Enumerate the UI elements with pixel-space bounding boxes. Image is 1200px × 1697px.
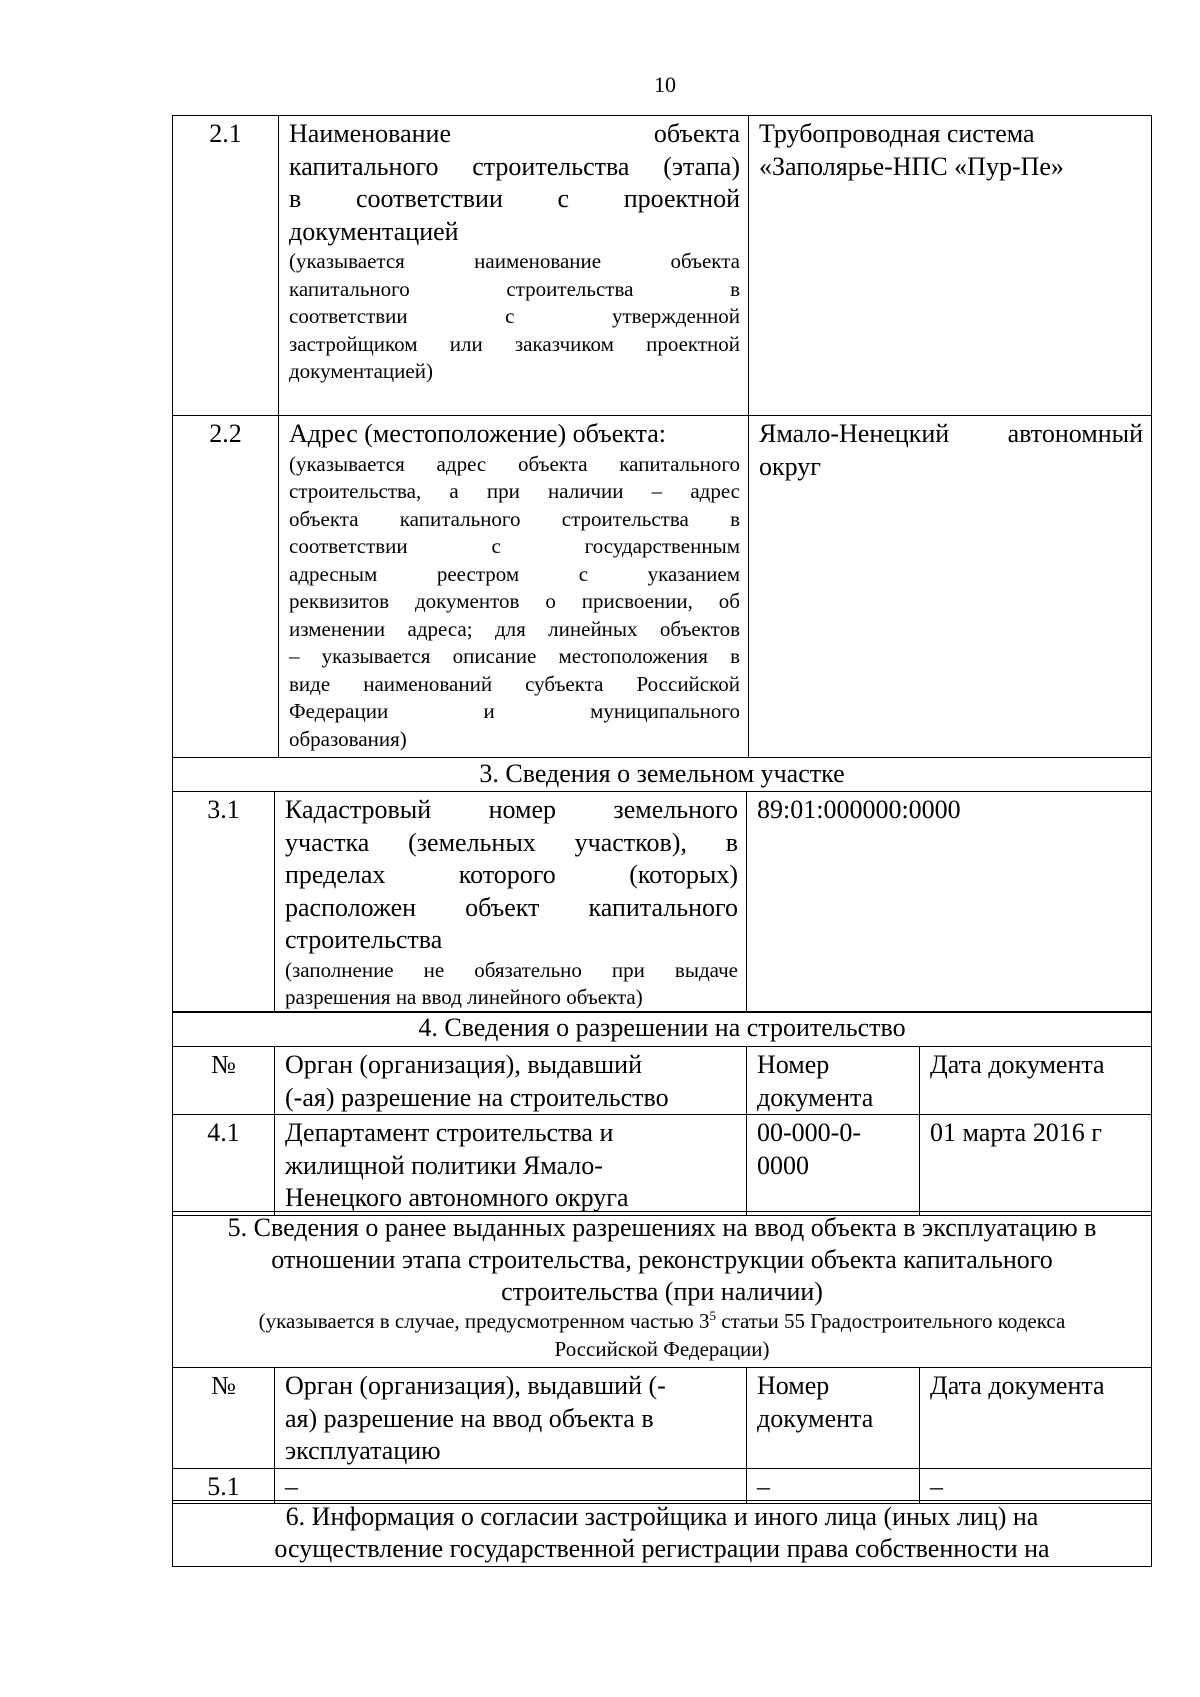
- cadastral-label: Кадастровый номер земельного участка (земельных участков), в пределах которого (которых) расположен объект капитального строительства: [285, 795, 738, 954]
- col-header-organization: Орган (организация), выдавший (- ая) разрешение на ввод объекта в эксплуатацию: [275, 1368, 747, 1469]
- section-5-note: (указывается в случае, предусмотренном частью $3^5$ статьи 55 Градостроительного кодекса: [258, 1308, 1066, 1333]
- cadastral-note: (заполнение не обязательно при выдаче разрешения на ввод линейного объекта): [285, 957, 738, 1009]
- table-row: [173, 416, 1152, 758]
- cadastral-label-cell: [275, 792, 747, 1013]
- cadastral-value: 89:01:000000:0000: [747, 792, 1152, 1013]
- page-number: 10: [654, 72, 676, 97]
- object-name-value: Трубопроводная система «Заполярье-НПС «Пур-Пе»: [749, 116, 1152, 416]
- table-row: [173, 1115, 1152, 1216]
- section-header-row: [173, 1212, 1152, 1368]
- section-3-title: 3. Сведения о земельном участке: [173, 758, 1152, 792]
- previous-permit-organization: –: [275, 1468, 747, 1504]
- section-5-title: 5. Сведения о ранее выданных разрешениях на ввод объекта в эксплуатацию в отношении этапа строительства, реконструкции объекта капитального строительства (при наличии) (указывается в случае, предусмотренном частью $3^5$ статьи 55 Градостроительного кодекса Российской Федерации): [173, 1212, 1152, 1368]
- col-header-number: №: [173, 1047, 275, 1115]
- address-note: (указывается адрес объекта капитального строительства, а при наличии – адрес объекта капитального строительства в соответствии с государственным адресным реестром с указанием реквизитов документов о присвоении, об изменении адреса; для линейных объектов – указывается описание местоположения в виде наименований субъекта Российской Федерации и муниципального образования): [289, 451, 740, 751]
- section-6-title: 6. Информация о согласии застройщика и иного лица (иных лиц) на осуществление государственной регистрации права собственности на: [173, 1501, 1152, 1567]
- section-header-row: [173, 1012, 1152, 1047]
- permit-document-number: 00-000-0- 0000: [747, 1115, 920, 1216]
- address-value: Ямало-Ненецкий автономный округ: [749, 416, 1152, 758]
- previous-permits-table: [172, 1211, 1152, 1504]
- row-number: 3.1: [173, 792, 275, 1013]
- object-name-label: Наименование объекта капитального строительства (этапа) в соответствии с проектной документацией: [289, 119, 740, 246]
- row-number: 4.1: [173, 1115, 275, 1216]
- previous-permit-document-date: –: [920, 1468, 1152, 1504]
- table-header-row: [173, 1047, 1152, 1115]
- col-header-document-number: Номер документа: [747, 1368, 920, 1469]
- table-header-row: [173, 1368, 1152, 1469]
- table-row: [173, 1468, 1152, 1504]
- col-header-document-date: Дата документа: [920, 1368, 1152, 1469]
- col-header-organization: Орган (организация), выдавший (-ая) разрешение на строительство: [275, 1047, 747, 1115]
- consent-table: [172, 1500, 1152, 1567]
- col-header-number: №: [173, 1368, 275, 1469]
- section-header-row: [173, 1501, 1152, 1567]
- object-name-note: (указывается наименование объекта капитального строительства в соответствии с утвержденной застройщиком или заказчиком проектной документацией): [289, 249, 740, 383]
- object-info-table: [172, 115, 1152, 758]
- land-plot-table: [172, 757, 1152, 1013]
- table-row: [173, 792, 1152, 1013]
- address-label-cell: [279, 416, 749, 758]
- row-number: 5.1: [173, 1468, 275, 1504]
- previous-permit-document-number: –: [747, 1468, 920, 1504]
- object-name-label-cell: [279, 116, 749, 416]
- row-number: 2.1: [173, 116, 279, 416]
- construction-permit-table: [172, 1011, 1152, 1216]
- col-header-document-number: Номер документа: [747, 1047, 920, 1115]
- col-header-document-date: Дата документа: [920, 1047, 1152, 1115]
- section-4-title: 4. Сведения о разрешении на строительство: [173, 1012, 1152, 1047]
- permit-document-date: 01 марта 2016 г: [920, 1115, 1152, 1216]
- section-header-row: [173, 758, 1152, 792]
- address-label: Адрес (местоположение) объекта:: [289, 419, 666, 448]
- row-number: 2.2: [173, 416, 279, 758]
- permit-organization: Департамент строительства и жилищной политики Ямало- Ненецкого автономного округа: [275, 1115, 747, 1216]
- table-row: [173, 116, 1152, 416]
